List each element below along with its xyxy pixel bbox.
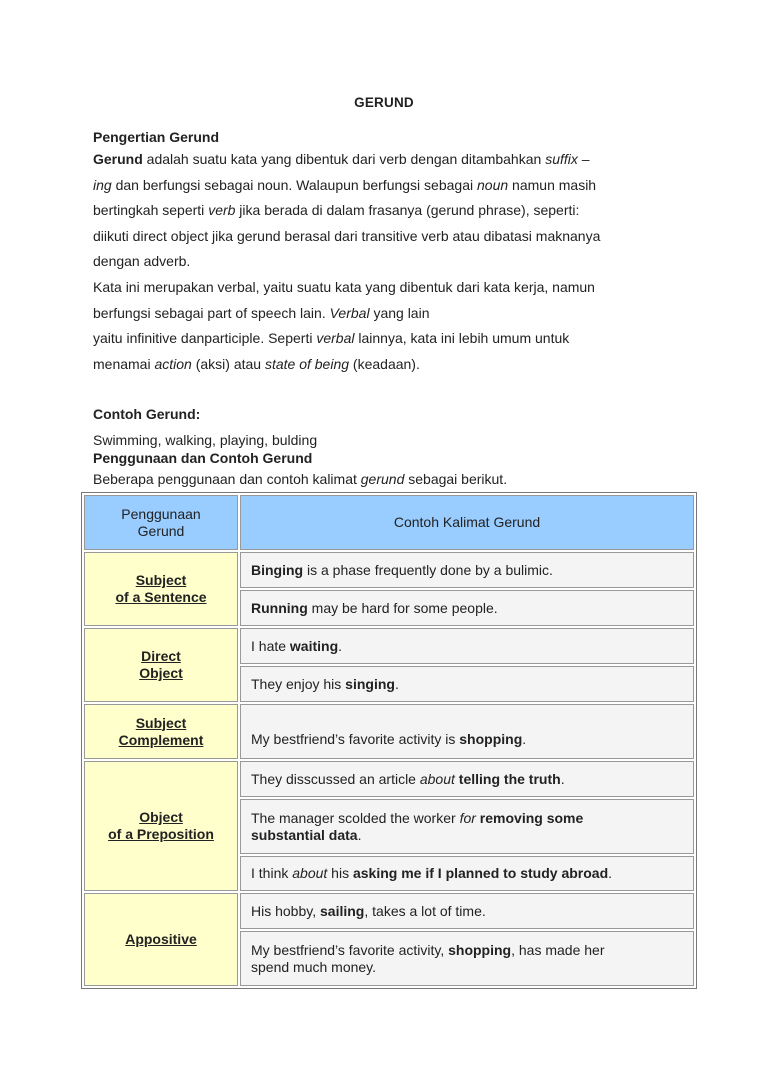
pengertian-paragraph-1: Gerund adalah suatu kata yang dibentuk dari verb dengan ditambahkan suffix – ing dan berfungsi sebagai noun. Walaupun berfungsi sebagai noun namun masih bertingkah seperti verb jika berada di dalam frasanya (gerund phrase), seperti: diikuti direct object jika gerund berasal dari transitive verb atau dibatasi maknanya dengan adverb. bbox=[93, 151, 601, 270]
contoh-text: Swimming, walking, playing, bulding bbox=[93, 432, 318, 448]
pengertian-heading: Pengertian Gerund bbox=[93, 129, 220, 145]
usage-direct-object: Direct Object bbox=[84, 628, 238, 702]
usage-appositive: Appositive bbox=[84, 893, 238, 986]
example-row: I hate waiting. bbox=[240, 628, 694, 664]
penggunaan-heading: Penggunaan dan Contoh Gerund bbox=[93, 450, 313, 466]
usage-object-of-preposition: Object of a Preposition bbox=[84, 761, 238, 891]
example-row: Running may be hard for some people. bbox=[240, 590, 694, 626]
example-row: The manager scolded the worker for removing some substantial data. bbox=[240, 799, 694, 854]
example-row: They enjoy his singing. bbox=[240, 666, 694, 702]
page-title: GERUND bbox=[354, 95, 414, 110]
example-row: Binging is a phase frequently done by a bulimic. bbox=[240, 552, 694, 588]
example-row: They disscussed an article about telling the truth. bbox=[240, 761, 694, 797]
penggunaan-intro: Beberapa penggunaan dan contoh kalimat gerund sebagai berikut. bbox=[93, 471, 508, 487]
header-usage: Penggunaan Gerund bbox=[84, 495, 238, 550]
example-row: My bestfriend’s favorite activity is shopping. bbox=[240, 704, 694, 759]
pengertian-paragraph-2: Kata ini merupakan verbal, yaitu suatu kata yang dibentuk dari kata kerja, namun berfungsi sebagai part of speech lain. Verbal yang lain yaitu infinitive danparticiple. Seperti verbal lainnya, kata ini lebih umum untuk menamai action (aksi) atau state of being (keadaan). bbox=[93, 278, 595, 372]
example-row: I think about his asking me if I planned to study abroad. bbox=[240, 856, 694, 891]
pengertian-section bbox=[93, 128, 663, 377]
contoh-section bbox=[93, 405, 663, 488]
contoh-heading: Contoh Gerund: bbox=[93, 406, 201, 422]
gerund-usage-table bbox=[81, 492, 697, 989]
example-row: My bestfriend’s favorite activity, shopping, has made her spend much money. bbox=[240, 931, 694, 986]
example-row: His hobby, sailing, takes a lot of time. bbox=[240, 893, 694, 929]
usage-subject-of-sentence: Subject of a Sentence bbox=[84, 552, 238, 626]
usage-subject-complement: Subject Complement bbox=[84, 704, 238, 759]
header-examples: Contoh Kalimat Gerund bbox=[240, 495, 694, 550]
term-gerund: Gerund bbox=[93, 151, 143, 167]
